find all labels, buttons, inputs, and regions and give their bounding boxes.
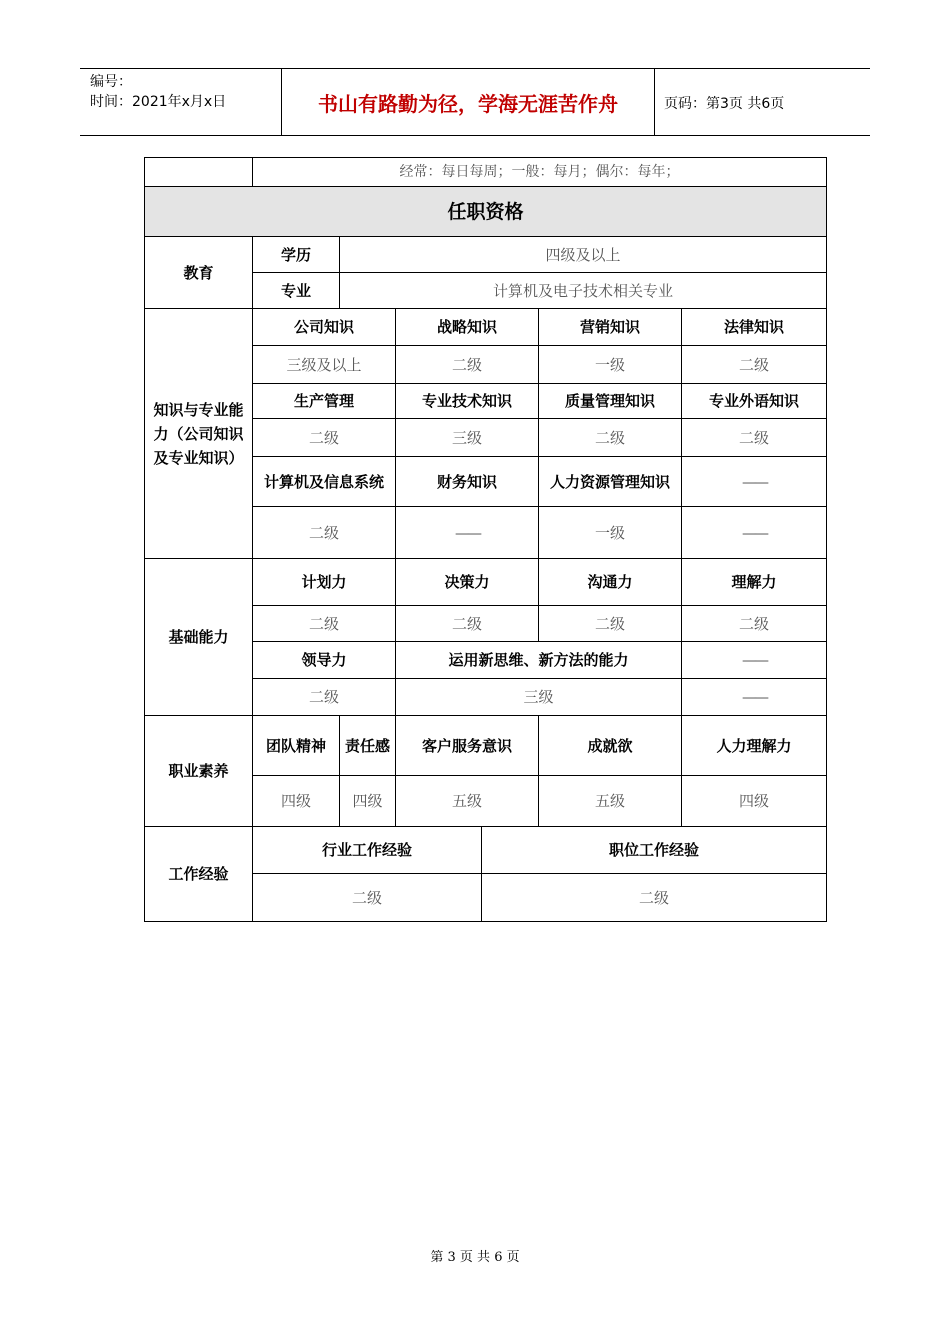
professional-item: 成就欲 xyxy=(539,716,682,776)
education-label: 教育 xyxy=(145,237,253,309)
knowledge-item: 生产管理 xyxy=(253,384,396,419)
knowledge-label: 知识与专业能力（公司知识及专业知识） xyxy=(145,309,253,559)
basic-level: 二级 xyxy=(253,606,396,642)
basic-item-empty: —— xyxy=(682,642,827,679)
knowledge-level: —— xyxy=(396,507,539,559)
professional-level: 五级 xyxy=(396,776,539,827)
major-value: 计算机及电子技术相关专业 xyxy=(340,273,827,309)
basic-item: 计划力 xyxy=(253,559,396,606)
knowledge-level: 三级 xyxy=(396,419,539,457)
basic-level: 二级 xyxy=(682,606,827,642)
page-footer: 第 3 页 共 6 页 xyxy=(430,1250,520,1265)
frequency-note: 经常：每日每周；一般：每月；偶尔：每年； xyxy=(253,158,827,187)
page-header xyxy=(80,68,870,136)
professional-item: 团队精神 xyxy=(253,716,340,776)
title-row xyxy=(145,187,827,237)
knowledge-item: 营销知识 xyxy=(539,309,682,346)
professional-level: 五级 xyxy=(539,776,682,827)
degree-value: 四级及以上 xyxy=(340,237,827,273)
header-left xyxy=(90,72,226,112)
knowledge-item: 计算机及信息系统 xyxy=(253,457,396,507)
professional-label: 职业素养 xyxy=(145,716,253,827)
basic-level: 二级 xyxy=(539,606,682,642)
knowledge-item: 财务知识 xyxy=(396,457,539,507)
basic-item: 决策力 xyxy=(396,559,539,606)
knowledge-item: 质量管理知识 xyxy=(539,384,682,419)
knowledge-level: 二级 xyxy=(682,346,827,384)
basic-label: 基础能力 xyxy=(145,559,253,716)
blank-cell xyxy=(145,158,253,187)
qualification-table xyxy=(144,157,827,922)
professional-level: 四级 xyxy=(682,776,827,827)
basic-row xyxy=(145,559,827,606)
knowledge-item: 专业技术知识 xyxy=(396,384,539,419)
knowledge-item: 专业外语知识 xyxy=(682,384,827,419)
basic-item: 沟通力 xyxy=(539,559,682,606)
knowledge-level: 二级 xyxy=(253,419,396,457)
basic-level: —— xyxy=(682,679,827,716)
professional-level: 四级 xyxy=(340,776,396,827)
experience-label: 工作经验 xyxy=(145,827,253,922)
knowledge-item: 法律知识 xyxy=(682,309,827,346)
knowledge-level: 二级 xyxy=(253,507,396,559)
knowledge-row xyxy=(145,309,827,346)
knowledge-level: 一级 xyxy=(539,346,682,384)
professional-level: 四级 xyxy=(253,776,340,827)
section-title: 任职资格 xyxy=(145,187,827,237)
experience-row xyxy=(145,827,827,874)
knowledge-level: 二级 xyxy=(682,419,827,457)
document-number: 编号： xyxy=(90,74,132,90)
professional-item: 责任感 xyxy=(340,716,396,776)
professional-row xyxy=(145,716,827,776)
knowledge-level: 二级 xyxy=(539,419,682,457)
basic-level: 三级 xyxy=(396,679,682,716)
major-label: 专业 xyxy=(253,273,340,309)
document-time: 时间：2021年x月x日 xyxy=(90,94,227,110)
knowledge-item: 公司知识 xyxy=(253,309,396,346)
professional-item: 人力理解力 xyxy=(682,716,827,776)
knowledge-item-empty: —— xyxy=(682,457,827,507)
experience-level: 二级 xyxy=(482,874,827,922)
knowledge-level: 二级 xyxy=(396,346,539,384)
experience-item: 职位工作经验 xyxy=(482,827,827,874)
basic-item: 运用新思维、新方法的能力 xyxy=(396,642,682,679)
header-divider xyxy=(654,69,655,135)
education-row xyxy=(145,237,827,273)
experience-item: 行业工作经验 xyxy=(253,827,482,874)
professional-item: 客户服务意识 xyxy=(396,716,539,776)
basic-item: 领导力 xyxy=(253,642,396,679)
frequency-row xyxy=(145,158,827,187)
header-page-number: 页码：第3页 共6页 xyxy=(664,96,785,112)
degree-label: 学历 xyxy=(253,237,340,273)
basic-level: 二级 xyxy=(396,606,539,642)
knowledge-item: 人力资源管理知识 xyxy=(539,457,682,507)
knowledge-level: 一级 xyxy=(539,507,682,559)
header-motto: 书山有路勤为径，学海无涯苦作舟 xyxy=(318,92,618,116)
knowledge-level: —— xyxy=(682,507,827,559)
knowledge-level: 三级及以上 xyxy=(253,346,396,384)
basic-item: 理解力 xyxy=(682,559,827,606)
knowledge-item: 战略知识 xyxy=(396,309,539,346)
basic-level: 二级 xyxy=(253,679,396,716)
experience-level: 二级 xyxy=(253,874,482,922)
